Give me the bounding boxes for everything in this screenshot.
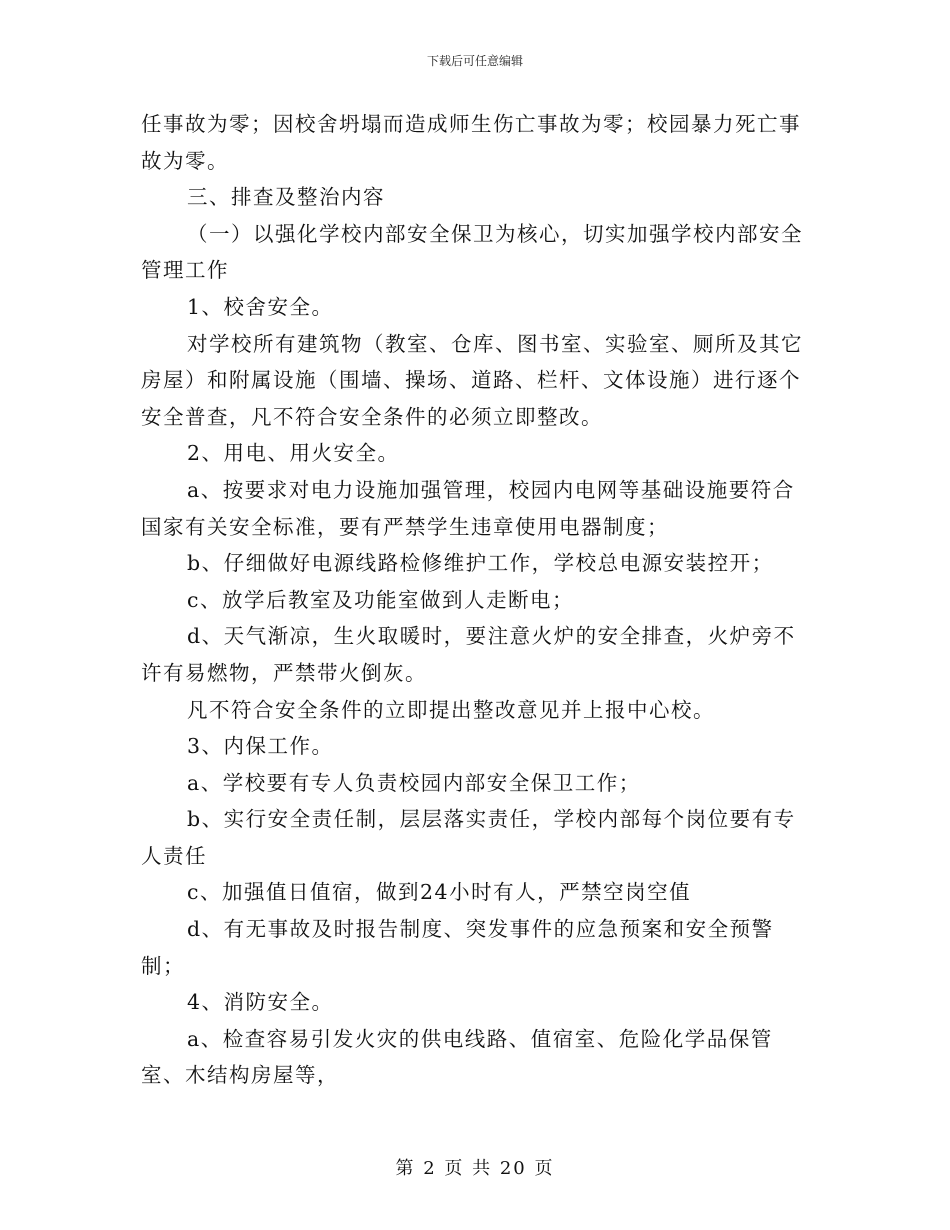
item-heading: 3、内保工作。: [187, 734, 334, 759]
paragraph: b、仔细做好电源线路检修维护工作，学校总电源安装控开；: [187, 551, 774, 576]
paragraph: d、有无事故及时报告制度、突发事件的应急预案和安全预警制；: [141, 917, 774, 978]
paragraph: 任事故为零；因校舍坍塌而造成师生伤亡事故为零；校园暴力死亡事故为零。: [141, 112, 801, 173]
paragraph: 对学校所有建筑物（教室、仓库、图书室、实验室、厕所及其它房屋）和附属设施（围墙、操场、道路、栏杆、文体设施）进行逐个安全普查，凡不符合安全条件的必须立即整改。: [141, 331, 803, 429]
page-header: 下载后可任意编辑: [426, 54, 523, 68]
paragraph: a、学校要有专人负责校园内部安全保卫工作；: [187, 770, 641, 795]
section-heading: 三、排查及整治内容: [187, 185, 385, 210]
subsection-heading: （一）以强化学校内部安全保卫为核心，切实加强学校内部安全管理工作: [141, 221, 803, 283]
item-heading: 1、校舍安全。: [187, 294, 334, 319]
paragraph: c、加强值日值宿，做到24小时有人，严禁空岗空值: [187, 880, 692, 905]
page-footer: 第 2 页 共 20 页: [395, 1158, 555, 1179]
paragraph: 凡不符合安全条件的立即提出整改意见并上报中心校。: [187, 697, 715, 722]
paragraph: d、天气渐凉，生火取暖时，要注意火炉的安全排查，火炉旁不许有易燃物，严禁带火倒灰。: [141, 624, 796, 685]
document-body: [141, 106, 811, 1094]
item-heading: 2、用电、用火安全。: [187, 441, 400, 466]
paragraph: b、实行安全责任制，层层落实责任，学校内部每个岗位要有专人责任: [141, 807, 796, 868]
paragraph: a、检查容易引发火灾的供电线路、值宿室、危险化学品保管室、木结构房屋等，: [141, 1026, 773, 1088]
paragraph: c、放学后教室及功能室做到人走断电；: [187, 587, 574, 612]
paragraph: a、按要求对电力设施加强管理，校园内电网等基础设施要符合国家有关安全标准，要有严禁学生违章使用电器制度；: [141, 477, 795, 539]
item-heading: 4、消防安全。: [187, 990, 334, 1015]
